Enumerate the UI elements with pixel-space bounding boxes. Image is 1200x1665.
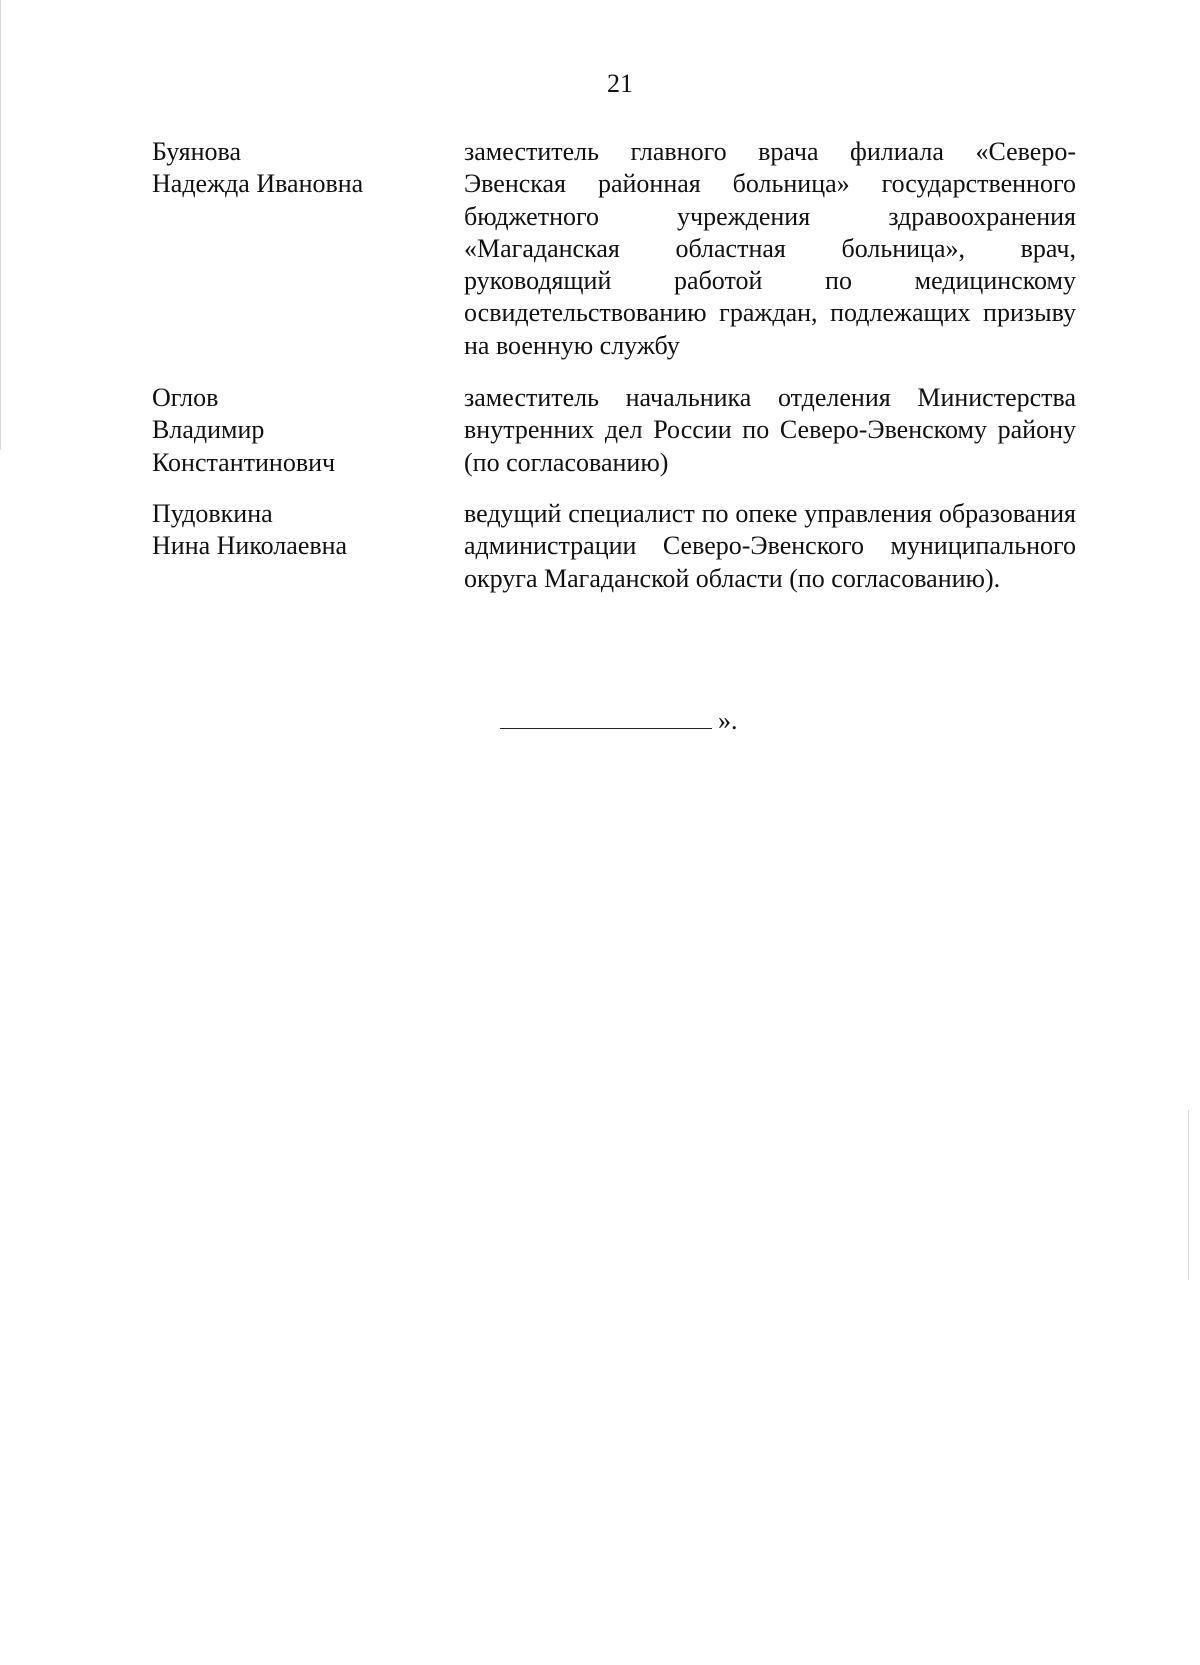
member-name [152,498,442,563]
closing-rule [500,706,712,729]
member-name-line: Владимир [152,415,265,445]
closing-quote: ». [718,706,738,735]
member-name-line: Надежда Ивановна [152,169,364,199]
page-number: 21 [607,69,633,98]
member-position: ведущий специалист по опеке управления образования администрации Северо-Эвенского муниципального округа Магаданской области (по согласованию). [464,499,1076,593]
member-position: заместитель начальника отделения Министерства внутренних дел России по Северо-Эвенскому району (по согласованию) [464,383,1076,477]
member-name-line: Константинович [152,447,336,477]
member-name-line: Пудовкина [152,499,273,528]
member-name-line: Буянова [152,137,241,166]
member-name [152,136,442,201]
member-name-line: Оглов [152,383,219,412]
member-name-line: Нина Николаевна [152,531,348,561]
member-position: заместитель главного врача филиала «Северо-Эвенская районная больница» государственного бюджетного учреждения здравоохранения «Магаданская областная больница», врач, руководящий работой по медицинскому освидетельствованию граждан, подлежащих призыву на военную службу [464,137,1076,360]
member-name [152,382,442,479]
closing-mark [500,705,738,737]
scan-edge-right [1188,1110,1189,1280]
